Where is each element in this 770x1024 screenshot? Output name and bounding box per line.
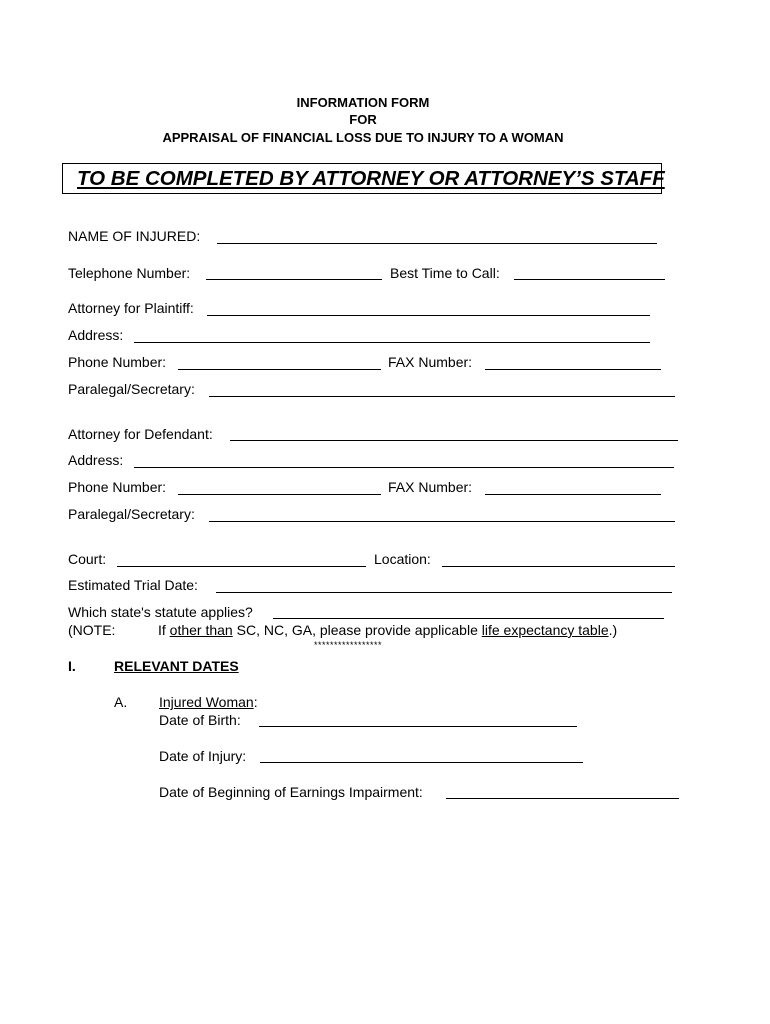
attorney-plaintiff-field[interactable] bbox=[207, 315, 650, 316]
location-label: Location: bbox=[374, 551, 431, 567]
note-label: (NOTE: bbox=[68, 622, 116, 638]
defendant-fax-field[interactable] bbox=[485, 494, 661, 495]
defendant-fax-label: FAX Number: bbox=[388, 479, 473, 495]
note-text-end: .) bbox=[608, 622, 618, 638]
name-injured-field[interactable] bbox=[217, 243, 657, 244]
best-time-field[interactable] bbox=[514, 279, 665, 280]
earnings-impairment-field[interactable] bbox=[446, 798, 679, 799]
plaintiff-paralegal-field[interactable] bbox=[209, 396, 675, 397]
section-title: RELEVANT DATES bbox=[114, 658, 239, 674]
defendant-address-label: Address: bbox=[68, 452, 124, 468]
defendant-phone-label: Phone Number: bbox=[68, 479, 167, 495]
telephone-field[interactable] bbox=[206, 279, 382, 280]
trial-date-label: Estimated Trial Date: bbox=[68, 577, 198, 593]
note-text-if: If bbox=[158, 622, 170, 638]
best-time-label: Best Time to Call: bbox=[390, 265, 500, 281]
subsection-title bbox=[159, 694, 258, 710]
form-title-line-1: INFORMATION FORM bbox=[296, 95, 430, 110]
court-field[interactable] bbox=[117, 566, 366, 567]
note-text-mid: SC, NC, GA, please provide applicable bbox=[232, 622, 482, 638]
telephone-label: Telephone Number: bbox=[68, 265, 191, 281]
plaintiff-paralegal-label: Paralegal/Secretary: bbox=[68, 381, 195, 397]
form-title-line-2: FOR bbox=[349, 112, 377, 127]
attorney-defendant-label: Attorney for Defendant: bbox=[68, 426, 213, 442]
location-field[interactable] bbox=[442, 566, 675, 567]
dob-field[interactable] bbox=[259, 726, 577, 727]
plaintiff-address-field[interactable] bbox=[134, 342, 650, 343]
dob-label: Date of Birth: bbox=[159, 712, 241, 728]
plaintiff-phone-label: Phone Number: bbox=[68, 354, 167, 370]
defendant-paralegal-label: Paralegal/Secretary: bbox=[68, 506, 195, 522]
section-number: I. bbox=[68, 658, 76, 674]
plaintiff-address-label: Address: bbox=[68, 327, 124, 343]
subsection-title-colon: : bbox=[253, 694, 258, 710]
trial-date-field[interactable] bbox=[216, 592, 672, 593]
attorney-defendant-field[interactable] bbox=[230, 440, 678, 441]
court-label: Court: bbox=[68, 551, 107, 567]
statute-field[interactable] bbox=[273, 618, 664, 619]
statute-label: Which state's statute applies? bbox=[68, 604, 253, 620]
name-injured-label: NAME OF INJURED: bbox=[68, 228, 201, 244]
defendant-address-field[interactable] bbox=[134, 467, 674, 468]
note-text-life-table: life expectancy table bbox=[481, 622, 609, 638]
defendant-phone-field[interactable] bbox=[178, 494, 381, 495]
doi-field[interactable] bbox=[260, 762, 583, 763]
note-text bbox=[158, 622, 617, 638]
attorney-plaintiff-label: Attorney for Plaintiff: bbox=[68, 300, 194, 316]
separator-stars: ***************** bbox=[314, 640, 383, 650]
defendant-paralegal-field[interactable] bbox=[209, 521, 675, 522]
earnings-impairment-label: Date of Beginning of Earnings Impairment: bbox=[159, 784, 423, 800]
plaintiff-phone-field[interactable] bbox=[178, 369, 381, 370]
subsection-letter: A. bbox=[114, 694, 128, 710]
doi-label: Date of Injury: bbox=[159, 748, 247, 764]
note-text-other-than: other than bbox=[169, 622, 233, 638]
form-title-line-3: APPRAISAL OF FINANCIAL LOSS DUE TO INJURY TO A WOMAN bbox=[162, 130, 564, 145]
subsection-title-text: Injured Woman bbox=[159, 694, 254, 710]
plaintiff-fax-label: FAX Number: bbox=[388, 354, 473, 370]
plaintiff-fax-field[interactable] bbox=[485, 369, 661, 370]
banner-text: TO BE COMPLETED BY ATTORNEY OR ATTORNEY’S STAFF bbox=[77, 167, 665, 190]
instruction-banner bbox=[62, 163, 665, 194]
